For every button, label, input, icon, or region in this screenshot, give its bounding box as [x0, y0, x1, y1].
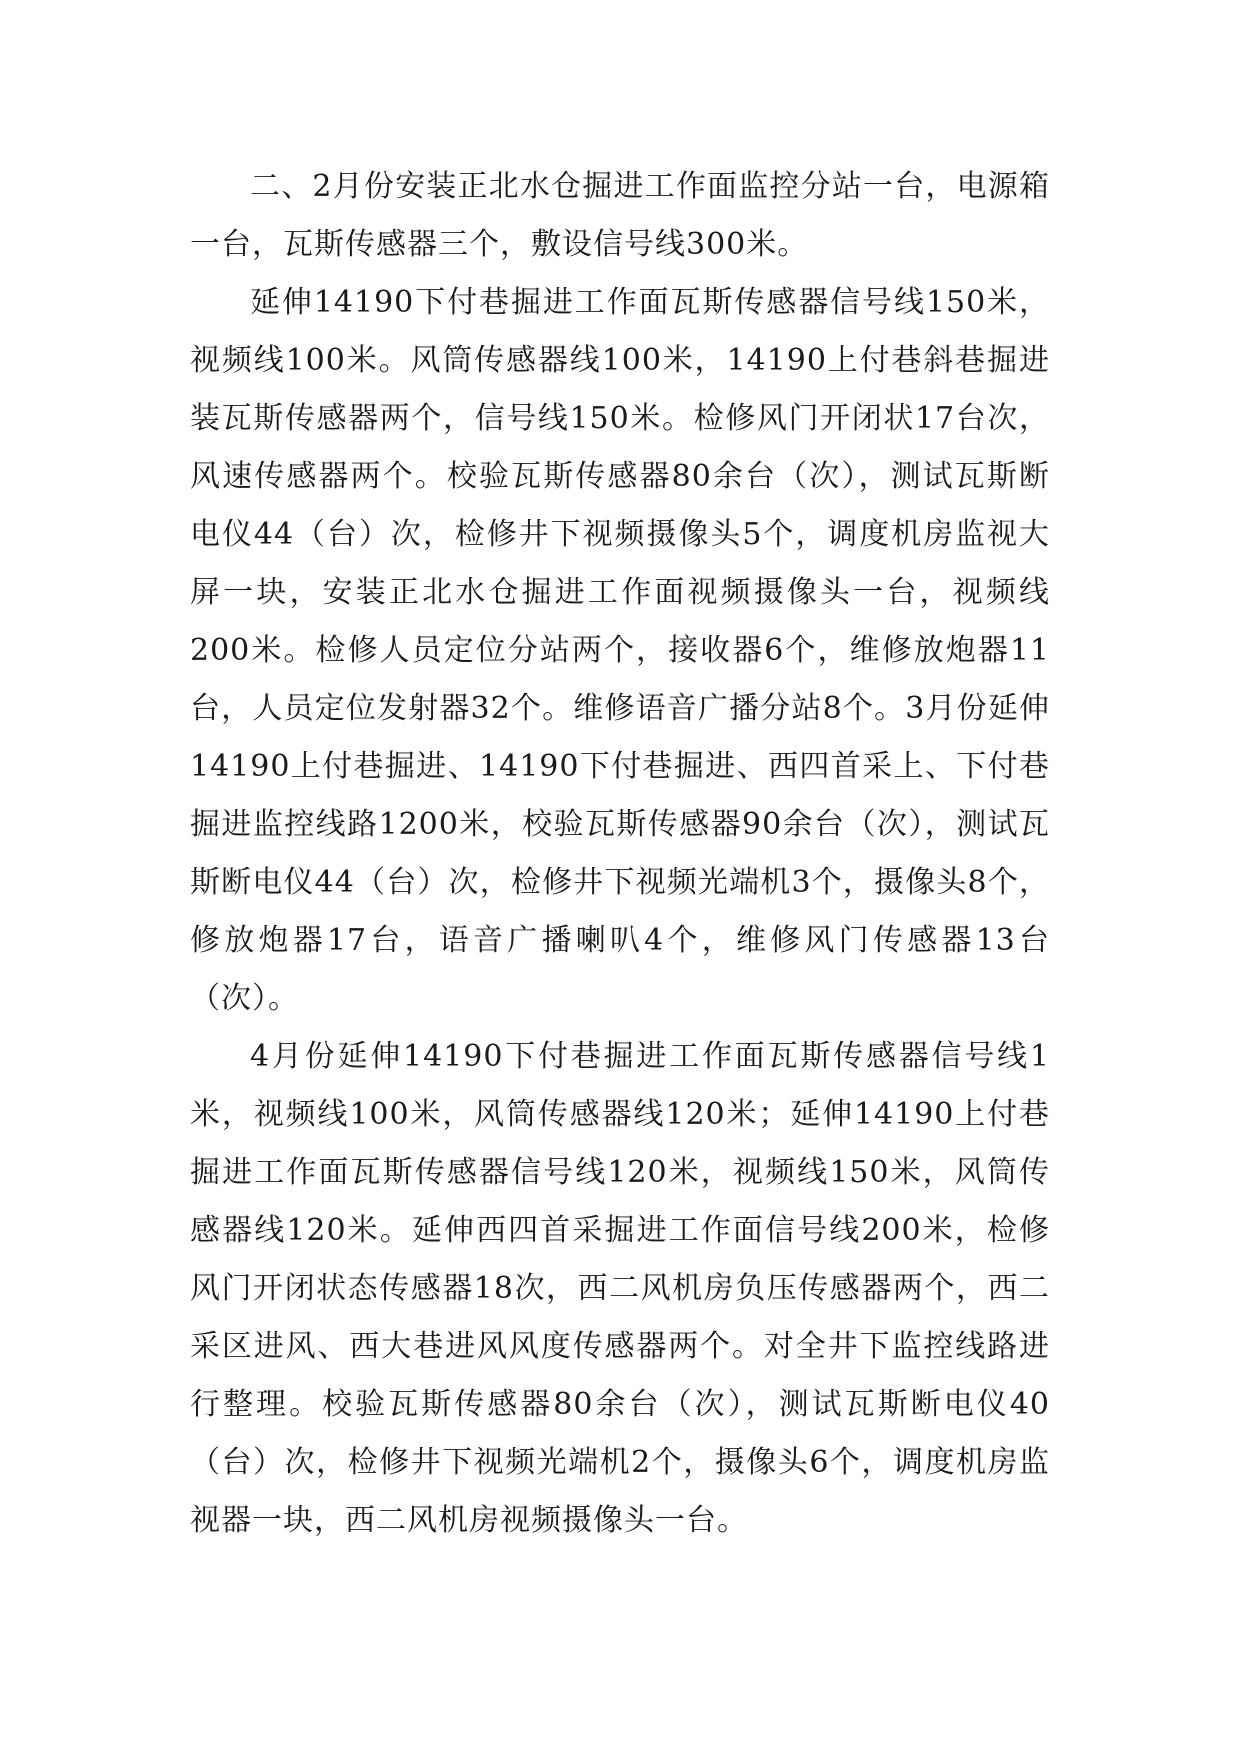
paragraph-3: 4月份延伸14190下付巷掘进工作面瓦斯传感器信号线1米，视频线100米，风筒传感器线120米；延伸14190上付巷掘进工作面瓦斯传感器信号线120米，视频线150米，风筒传感器线120米。延伸西四首采掘进工作面信号线200米，检修风门开闭状态传感器18次，西二风机房负压传感器两个，西二采区进风、西大巷进风风度传感器两个。对全井下监控线路进行整理。校验瓦斯传感器80余台（次），测试瓦斯断电仪40（台）次，检修井下视频光端机2个，摄像头6个，调度机房监视器一块，西二风机房视频摄像头一台。 [190, 1039, 1050, 1538]
paragraph-1: 二、2月份安装正北水仓掘进工作面监控分站一台，电源箱一台，瓦斯传感器三个，敷设信号线300米。 [190, 169, 1050, 262]
paragraph-2: 延伸14190下付巷掘进工作面瓦斯传感器信号线150米，视频线100米。风筒传感器线100米，14190上付巷斜巷掘进装瓦斯传感器两个，信号线150米。检修风门开闭状17台次，风速传感器两个。校验瓦斯传感器80余台（次），测试瓦斯断电仪44（台）次，检修井下视频摄像头5个，调度机房监视大屏一块，安装正北水仓掘进工作面视频摄像头一台，视频线200米。检修人员定位分站两个，接收器6个，维修放炮器11台，人员定位发射器32个。维修语音广播分站8个。3月份延伸14190上付巷掘进、14190下付巷掘进、西四首采上、下付巷掘进监控线路1200米，校验瓦斯传感器90余台（次），测试瓦斯断电仪44（台）次，检修井下视频光端机3个，摄像头8个，修放炮器17台，语音广播喇叭4个，维修风门传感器13台（次）。 [190, 285, 1050, 1016]
document-body [190, 158, 1050, 1550]
